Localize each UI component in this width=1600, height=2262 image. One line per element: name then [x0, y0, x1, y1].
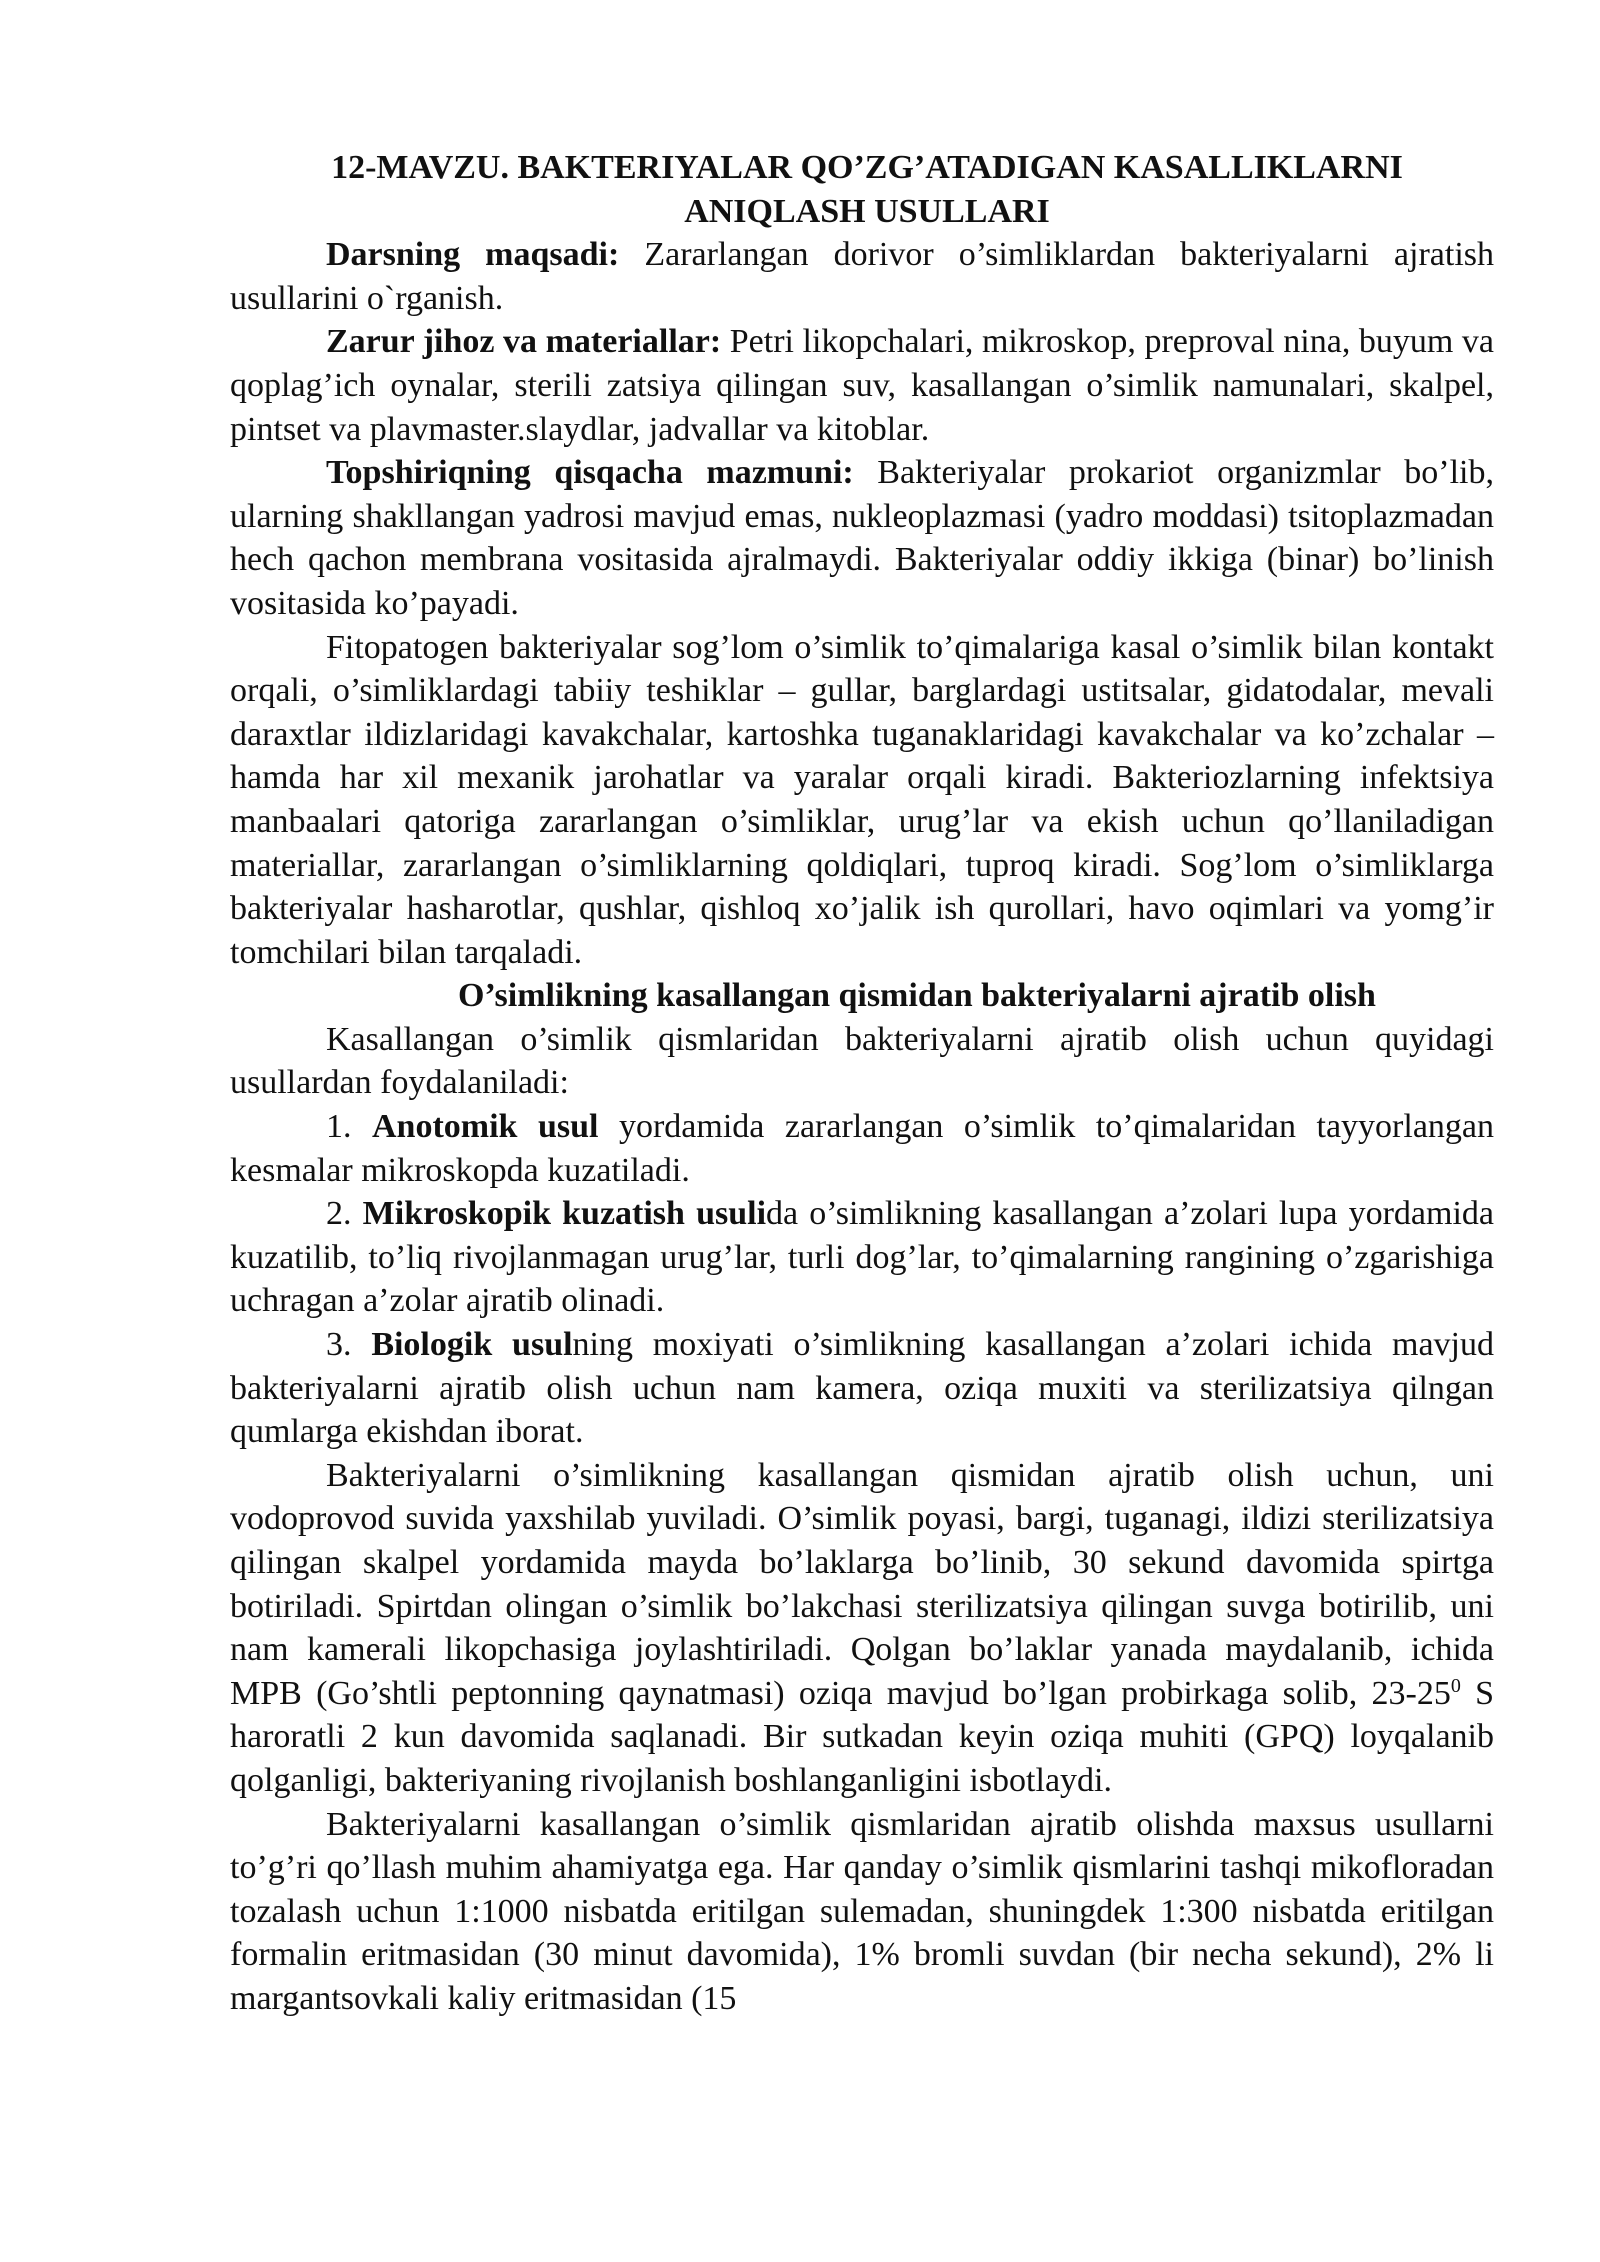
method-text: ning moxiyati o’simlikning kasallangan a’zolari ichida mavjud bakteriyalarni ajratib olish uchun nam kamera, oziqa muxiti va sterilizatsiya qilngan qumlarga ekishdan iborat. [230, 1326, 1494, 1451]
goal-label: Darsning maqsadi: [326, 236, 620, 274]
title-line-2: ANIQLASH USULLARI [684, 192, 1050, 230]
section-heading: O’simlikning kasallangan qismidan bakteriyalarni ajratib olish [458, 977, 1376, 1015]
isolation-text-before: Bakteriyalarni o’simlikning kasallangan qismidan ajratib olish uchun, uni vodoprovod suvida yaxshilab yuviladi. O’simlik poyasi, bargi, tuganagi, ildizi sterilizatsiya qilingan skalpel yordamida mayda bo’laklarga bo’linib, 30 sekund davomida spirtga botiriladi. Spirtdan olingan o’simlik bo’lakchasi sterilizatsiya qilingan suvga botirilib, uni nam kamerali likopchasiga joylashtiriladi. Qolgan bo’laklar yanada maydalanib, ichida MPB (Go’shtli peptonning qaynatmasi) oziqa mavjud bo’lgan probirkaga solib, 23-25 [230, 1456, 1494, 1712]
paragraph-phytopathogen: Fitopatogen bakteriyalar sog’lom o’simlik to’qimalariga kasal o’simlik bilan kontakt orqali, o’simliklardagi tabiiy teshiklar – gullar, barglardagi ustitsalar, gidatodalar, mevali daraxtlar ildizlaridagi kavakchalar, kartoshka tuganaklaridagi kavakchalar va ko’zchalar – hamda har xil mexanik jarohatlar va yaralar orqali kiradi. Bakteriozlarning infektsiya manbaalari qatoriga zararlangan o’simliklar, urug’lar va ekish uchun qo’llaniladigan materiallar, zararlangan o’simliklarning qoldiqlari, tuproq kiradi. Sog’lom o’simliklarga bakteriyalar hasharotlar, qushlar, qishloq xo’jalik ish qurollari, havo oqimlari va yomg’ir tomchilari bilan tarqaladi. [230, 628, 1494, 971]
method-text: yordamida zararlangan o’simlik to’qimalaridan tayyorlangan kesmalar mikroskopda kuzatiladi. [230, 1108, 1494, 1189]
method-text: da o’simlikning kasallangan a’zolari lupa yordamida kuzatilib, to’liq rivojlanmagan urug’lar, turli dog’lar, to’qimalarning rangining o’zgarishiga uchragan a’zolar ajratib olinadi. [230, 1195, 1495, 1320]
paragraph-isolation-procedure [230, 1454, 1494, 1803]
method-name: Mikroskopik kuzatish usuli [362, 1195, 767, 1233]
paragraph-methods-intro: Kasallangan o’simlik qismlaridan bakteriyalarni ajratib olish uchun quyidagi usullardan foydalaniladi: [230, 1020, 1494, 1102]
degree-superscript: 0 [1450, 1674, 1461, 1697]
equipment-label: Zarur jihoz va materiallar: [326, 323, 722, 361]
goal-text: Zararlangan dorivor o’simliklardan bakteriyalarni ajratish usullarini o`rganish. [230, 236, 1495, 317]
paragraph-task-summary [230, 451, 1494, 625]
method-item-biological [230, 1323, 1494, 1454]
paragraph-special-methods: Bakteriyalarni kasallangan o’simlik qismlaridan ajratib olishda maxsus usullarni to’g’ri qo’llash muhim ahamiyatga ega. Har qanday o’simlik qismlarini tashqi mikofloradan tozalash uchun 1:1000 nisbatda eritilgan sulemadan, shuningdek 1:300 nisbatda eritilgan formalin eritmasidan (30 minut davomida), 1% bromli suvdan (bir necha sekund), 2% li margantsovkali kaliy eritmasidan (15 [230, 1805, 1494, 2017]
method-number: 2. [326, 1195, 363, 1233]
task-summary-label: Topshiriqning qisqacha mazmuni: [326, 454, 854, 492]
isolation-text-after: S haroratli 2 kun davomida saqlanadi. Bir sutkadan keyin oziqa muhiti (GPQ) loyqalanib qolganligi, bakteriyaning rivojlanish boshlanganligini isbotlaydi. [230, 1674, 1494, 1799]
method-number: 1. [326, 1108, 372, 1146]
method-item-anatomic [230, 1105, 1494, 1192]
document-body [230, 146, 1494, 2021]
paragraph-goal [230, 233, 1494, 320]
task-summary-text: Bakteriyalar prokariot organizmlar bo’lib, ularning shakllangan yadrosi mavjud emas, nukleoplazmasi (yadro moddasi) tsitoplazmadan hech qachon membrana vositasida ajralmaydi. Bakteriyalar oddiy ikkiga (binar) bo’linish vositasida ko’payadi. [230, 454, 1494, 622]
method-number: 3. [326, 1326, 372, 1364]
title-line-1: 12-MAVZU. BAKTERIYALAR QO’ZG’ATADIGAN KASALLIKLARNI [331, 149, 1403, 186]
equipment-text: Petri likopchalari, mikroskop, preproval nina, buyum va qoplag’ich oynalar, sterili zatsiya qilingan suv, kasallangan o’simlik namunalari, skalpel, pintset va plavmaster.slaydlar, jadvallar va kitoblar. [230, 323, 1494, 448]
page-title [230, 146, 1494, 233]
method-name: Anotomik usul [372, 1108, 599, 1146]
method-name: Biologik usul [371, 1326, 573, 1364]
paragraph-equipment [230, 320, 1494, 451]
method-item-microscopic [230, 1192, 1494, 1323]
